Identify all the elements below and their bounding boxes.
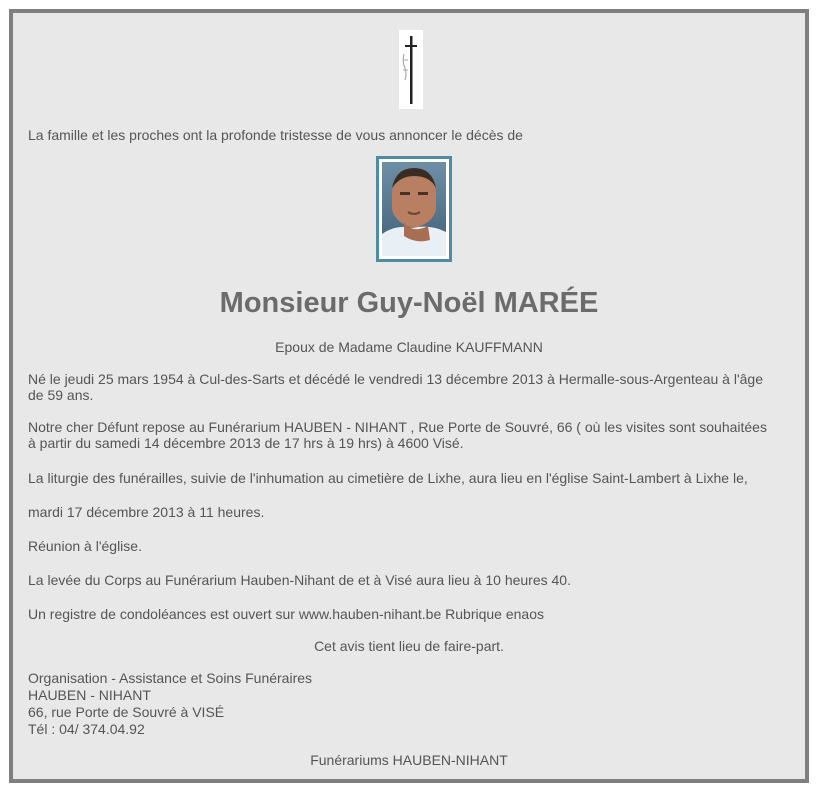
- footer-text: Funérariums HAUBEN-NIHANT: [310, 752, 508, 768]
- organisation-line-4: Tél : 04/ 374.04.92: [28, 721, 145, 737]
- deceased-name: Monsieur Guy-Noël MARÉE: [219, 287, 599, 319]
- organisation-line-3: 66, rue Porte de Souvré à VISÉ: [28, 704, 225, 720]
- rest-text: Notre cher Défunt repose au Funérarium HAUBEN - NIHANT , Rue Porte de Souvré, 66 ( où les visites sont souhaitées à partir du samedi 14 décembre 2013 de 17 hrs à 19 hrs) à 4600 Visé.: [28, 419, 767, 451]
- organisation-line-1: Organisation - Assistance et Soins Funéraires: [28, 670, 313, 686]
- birth-death-text: Né le jeudi 25 mars 1954 à Cul-des-Sarts et décédé le vendredi 13 décembre 2013 à Hermalle-sous-Argenteau à l'âge de 59 ans.: [28, 371, 763, 403]
- notice-text: Cet avis tient lieu de faire-part.: [314, 638, 504, 654]
- organisation-line-2: HAUBEN - NIHANT: [28, 687, 151, 703]
- liturgy-text: La liturgie des funérailles, suivie de l'inhumation au cimetière de Lixhe, aura lieu en l'église Saint-Lambert à Lixhe le,: [28, 470, 748, 486]
- departure-text: La levée du Corps au Funérarium Hauben-Nihant de et à Visé aura lieu à 10 heures 40.: [28, 572, 571, 588]
- cross-icon: [399, 30, 423, 109]
- portrait-photo: [376, 156, 452, 262]
- spouse-text: Epoux de Madame Claudine KAUFFMANN: [275, 339, 543, 355]
- intro-text: La famille et les proches ont la profonde tristesse de vous annoncer le décès de: [28, 127, 523, 143]
- obituary-card: [9, 9, 809, 783]
- register-text: Un registre de condoléances est ouvert sur www.hauben-nihant.be Rubrique enaos: [28, 606, 544, 622]
- date-time-text: mardi 17 décembre 2013 à 11 heures.: [28, 504, 265, 520]
- meeting-text: Réunion à l'église.: [28, 538, 142, 554]
